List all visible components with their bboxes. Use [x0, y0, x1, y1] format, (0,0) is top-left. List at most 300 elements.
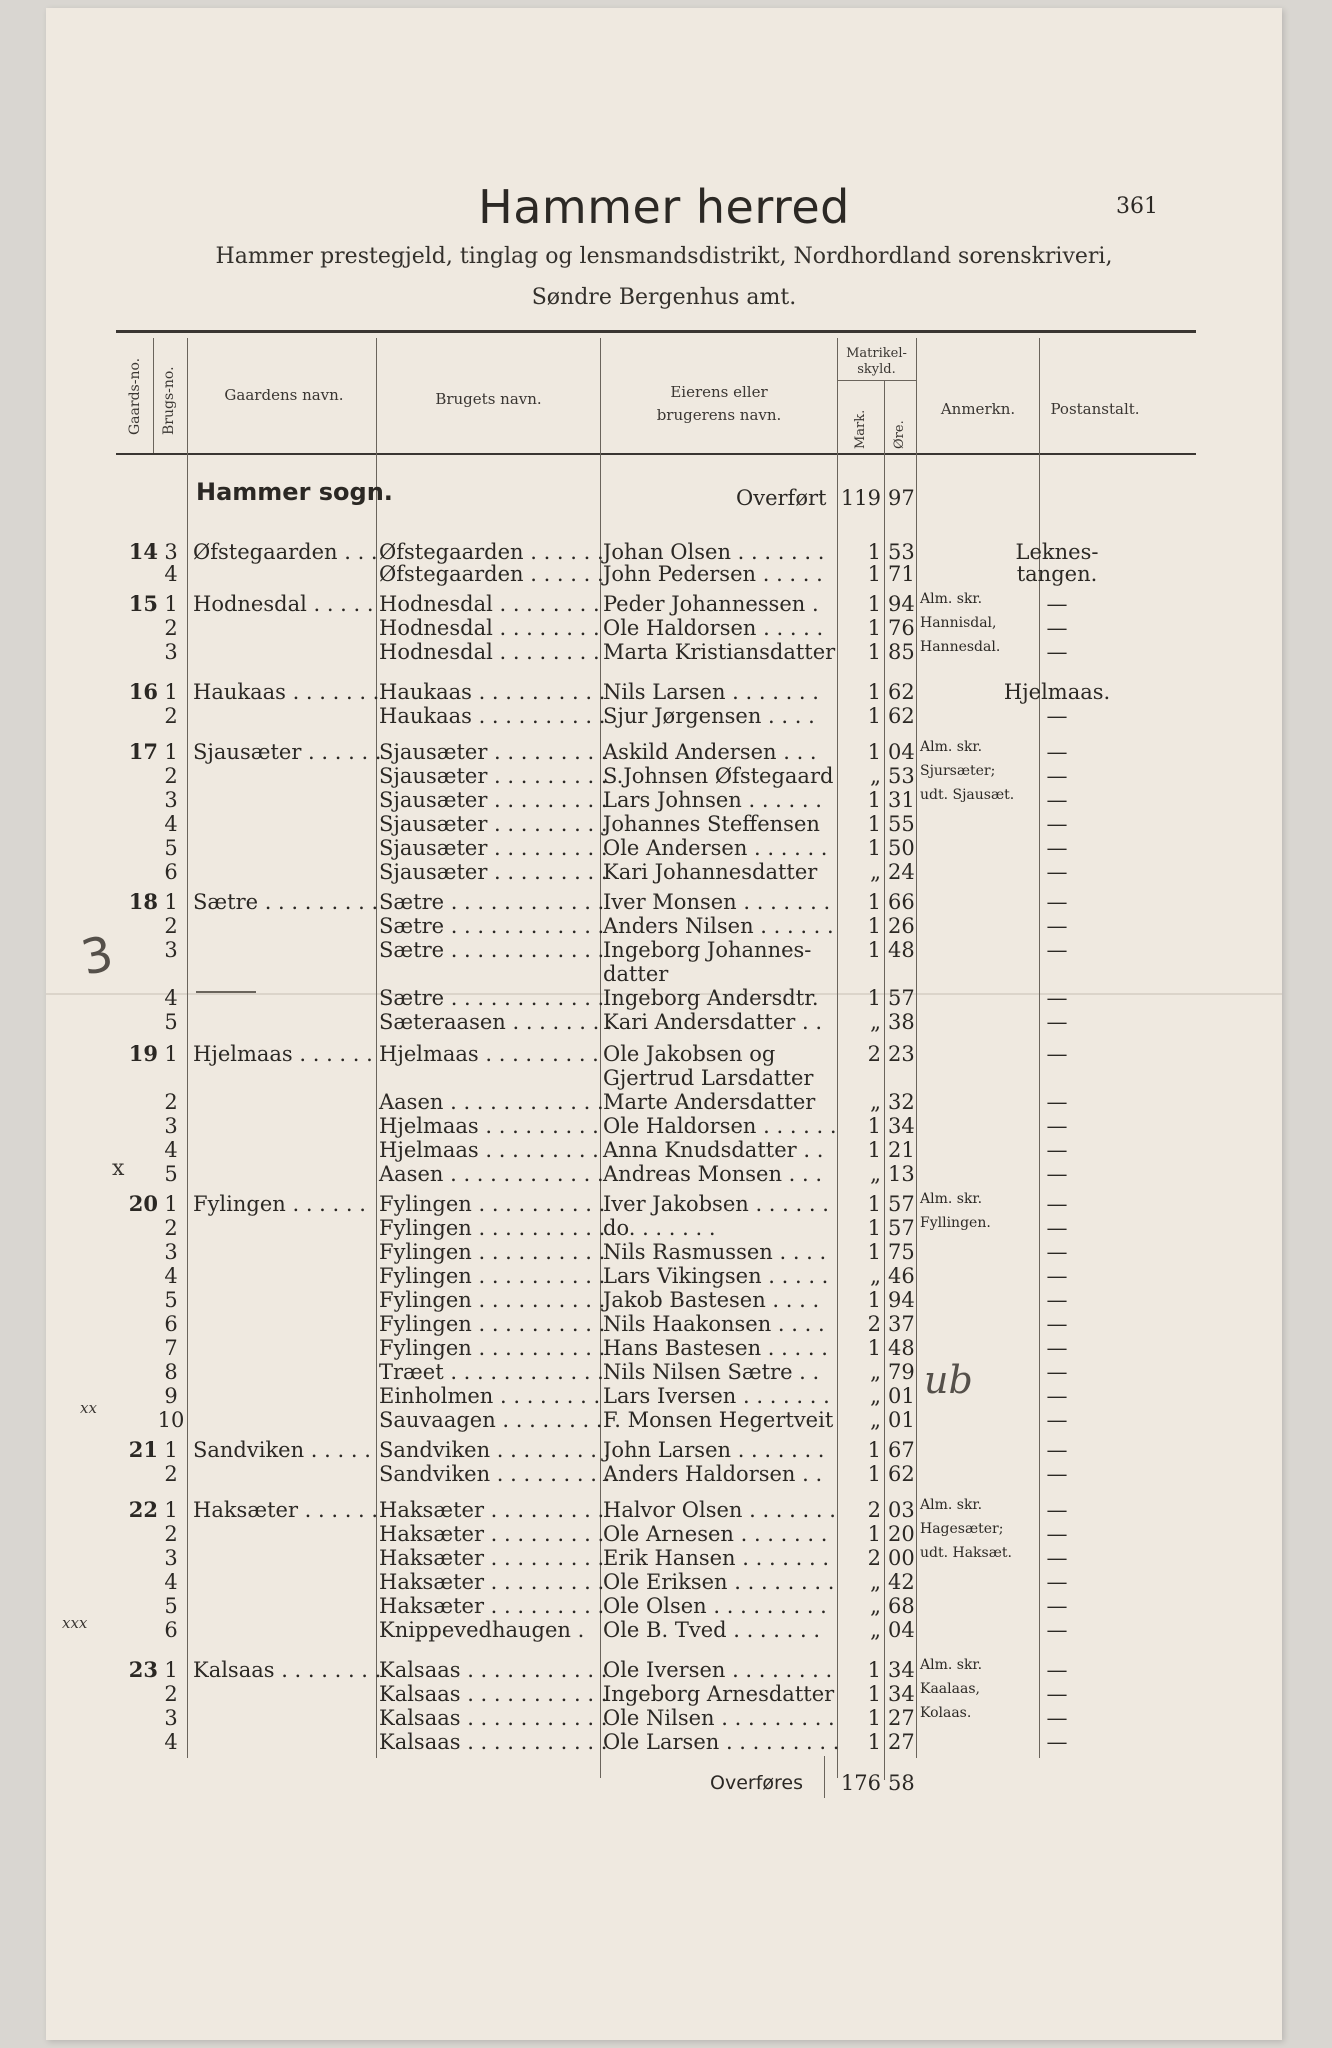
anmerkning: Hannisdal,: [920, 615, 997, 631]
mark-value: 1: [867, 562, 881, 586]
table-row: [46, 986, 1282, 1010]
owner-name: Lars Vikingsen . . . . .: [603, 1264, 829, 1288]
brugets-navn: Sjausæter . . . . . . . . .: [379, 860, 608, 884]
postanstalt: —: [1046, 1522, 1068, 1546]
owner-name: Anna Knudsdatter . .: [603, 1138, 824, 1162]
anmerkning: Alm. skr.: [920, 1497, 983, 1513]
mark-value: 1: [867, 890, 881, 914]
gaards-no: 17: [128, 739, 158, 764]
brugets-navn: Sætre . . . . . . . . . . . .: [379, 890, 605, 914]
gaardens-navn: Hjelmaas . . . . . .: [193, 1042, 373, 1066]
gaards-no: 14: [128, 539, 158, 564]
gaards-no: 18: [128, 889, 158, 914]
mark-value: 1: [867, 540, 881, 564]
postanstalt: —: [1046, 1546, 1068, 1570]
owner-name: Nils Larsen . . . . . . .: [603, 680, 819, 704]
postanstalt: —: [1046, 1264, 1068, 1288]
brugets-navn: Sjausæter . . . . . . . . .: [379, 788, 608, 812]
table-row: [46, 1162, 1282, 1186]
owner-name: Lars Iversen . . . . . . .: [603, 1384, 830, 1408]
brugets-navn: Sjausæter . . . . . . . . .: [379, 764, 608, 788]
mark-value: 1: [867, 914, 881, 938]
anmerkning: Kolaas.: [920, 1705, 972, 1721]
brugets-navn: Haukaas . . . . . . . . . .: [379, 680, 606, 704]
header-postanstalt: Postanstalt.: [1050, 400, 1140, 418]
brugs-no: 1: [164, 1658, 178, 1682]
owner-name: do. . . . . . .: [603, 1216, 716, 1240]
mark-value: 1: [867, 836, 881, 860]
postanstalt: —: [1046, 1042, 1068, 1066]
gaards-no: 21: [128, 1437, 158, 1462]
brugets-navn: Sætre . . . . . . . . . . . .: [379, 986, 605, 1010]
owner-name: Jakob Bastesen . . . .: [603, 1288, 820, 1312]
table-row: [46, 1336, 1282, 1360]
mark-value: 1: [867, 1240, 881, 1264]
gaards-no: 23: [128, 1657, 158, 1682]
postanstalt: —: [1046, 1498, 1068, 1522]
table-row: [46, 1706, 1282, 1730]
brugs-no: 2: [164, 1462, 178, 1486]
brugets-navn: Haksæter . . . . . . . . .: [379, 1498, 605, 1522]
table-row: [46, 836, 1282, 860]
brugs-no: 3: [164, 540, 178, 564]
brugs-no: 6: [164, 1618, 178, 1642]
overfort-mark: 119: [840, 486, 881, 510]
postanstalt: —: [1046, 1192, 1068, 1216]
ore-value: 76: [888, 616, 915, 640]
brugs-no: 4: [164, 1730, 178, 1754]
mark-value: 2: [867, 1546, 881, 1570]
brugs-no: 5: [164, 1162, 178, 1186]
postanstalt: —: [1046, 1462, 1068, 1486]
table-row: [46, 592, 1282, 616]
table-row: [46, 1498, 1282, 1522]
ore-value: 24: [888, 860, 915, 884]
header-eierens-2: brugerens navn.: [656, 406, 782, 424]
postanstalt: —: [1046, 592, 1068, 616]
brugets-navn: Fylingen . . . . . . . . . .: [379, 1240, 606, 1264]
table-row: [46, 812, 1282, 836]
ore-value: 42: [888, 1570, 915, 1594]
mark-value: „: [870, 1090, 881, 1114]
postanstalt: Leknes-: [1015, 540, 1099, 564]
overfort-ore: 97: [888, 486, 915, 510]
owner-name: Nils Rasmussen . . . .: [603, 1240, 827, 1264]
table-row: [46, 1408, 1282, 1432]
postanstalt: —: [1046, 890, 1068, 914]
ore-value: 62: [888, 704, 915, 728]
table-row: [46, 1114, 1282, 1138]
postanstalt: —: [1046, 1090, 1068, 1114]
brugs-no: 1: [164, 680, 178, 704]
postanstalt: —: [1046, 764, 1068, 788]
brugets-navn: Haksæter . . . . . . . . .: [379, 1594, 605, 1618]
header-eierens-1: Eierens eller: [670, 383, 768, 401]
mark-value: 1: [867, 1438, 881, 1462]
mark-value: 1: [867, 616, 881, 640]
ore-value: 34: [888, 1682, 915, 1706]
header-brugets-navn: Brugets navn.: [435, 390, 542, 408]
brugs-no: 1: [164, 1498, 178, 1522]
header-bottom-rule: [116, 453, 1196, 455]
owner-name: Ingeborg Johannes-: [603, 938, 812, 962]
brugs-no: 4: [164, 1570, 178, 1594]
postanstalt: —: [1046, 1438, 1068, 1462]
mark-value: 1: [867, 680, 881, 704]
brugs-no: 5: [164, 1594, 178, 1618]
owner-name: Askild Andersen . . .: [603, 740, 817, 764]
anmerkning: Fyllingen.: [920, 1215, 991, 1231]
ore-value: 94: [888, 592, 915, 616]
ore-value: 38: [888, 1010, 915, 1034]
ore-value: 00: [888, 1546, 915, 1570]
brugets-navn: Sjausæter . . . . . . . . .: [379, 812, 608, 836]
ore-value: 31: [888, 788, 915, 812]
mark-value: 1: [867, 704, 881, 728]
brugs-no: 2: [164, 764, 178, 788]
brugets-navn: Hodnesdal . . . . . . . .: [379, 616, 600, 640]
gaardens-navn: Sætre . . . . . . . . .: [193, 890, 379, 914]
document-page: [46, 8, 1282, 2040]
brugets-navn: Hodnesdal . . . . . . . .: [379, 592, 600, 616]
ore-value: 75: [888, 1240, 915, 1264]
owner-name: Ole Arnesen . . . . . . .: [603, 1522, 828, 1546]
mark-value: 1: [867, 1462, 881, 1486]
postanstalt: —: [1046, 986, 1068, 1010]
handwritten-note: ub: [924, 1358, 973, 1402]
postanstalt: —: [1046, 1618, 1068, 1642]
table-row: [46, 562, 1282, 586]
brugets-navn: Hjelmaas . . . . . . . . .: [379, 1138, 599, 1162]
brugs-no: 2: [164, 1216, 178, 1240]
brugets-navn: Hodnesdal . . . . . . . .: [379, 640, 600, 664]
table-row: [46, 740, 1282, 764]
owner-name: Marte Andersdatter: [603, 1090, 816, 1114]
table-row: [46, 1312, 1282, 1336]
anmerkning: udt. Sjausæt.: [920, 787, 1015, 803]
brugets-navn: Sauvaagen . . . . . . . .: [379, 1408, 603, 1432]
owner-name: Nils Nilsen Sætre . .: [603, 1360, 820, 1384]
margin-x: x: [112, 1156, 125, 1181]
header-gaardens-navn: Gaardens navn.: [224, 386, 344, 404]
postanstalt: —: [1046, 616, 1068, 640]
table-row: [46, 962, 1282, 986]
brugets-navn: Kalsaas . . . . . . . . . . .: [379, 1730, 608, 1754]
mark-value: 1: [867, 1682, 881, 1706]
brugs-no: 2: [164, 1522, 178, 1546]
mark-value: „: [870, 764, 881, 788]
table-row: [46, 540, 1282, 564]
table-row: [46, 938, 1282, 962]
mark-value: „: [870, 1264, 881, 1288]
overfores-mark: 176: [840, 1771, 881, 1795]
mark-value: 1: [867, 1216, 881, 1240]
owner-name: Ole Iversen . . . . . . . .: [603, 1658, 833, 1682]
gaards-no: 22: [128, 1497, 158, 1522]
owner-name: Hans Bastesen . . . . .: [603, 1336, 828, 1360]
mark-value: 2: [867, 1042, 881, 1066]
table-row: [46, 1384, 1282, 1408]
brugets-navn: Fylingen . . . . . . . . . .: [379, 1312, 606, 1336]
brugets-navn: Sætre . . . . . . . . . . . .: [379, 938, 605, 962]
ore-value: 03: [888, 1498, 915, 1522]
gaards-no: 15: [128, 591, 158, 616]
brugets-navn: Haukaas . . . . . . . . . .: [379, 704, 606, 728]
brugs-no: 1: [164, 1192, 178, 1216]
anmerkning: Alm. skr.: [920, 1191, 983, 1207]
header-brugs-no: Brugs-no.: [161, 366, 177, 435]
brugets-navn: Haksæter . . . . . . . . .: [379, 1522, 605, 1546]
overfores-ore: 58: [888, 1771, 915, 1795]
mark-value: 1: [867, 592, 881, 616]
brugs-no: 1: [164, 1438, 178, 1462]
mark-value: 1: [867, 1192, 881, 1216]
header-gaards-no: Gaards-no.: [127, 357, 143, 435]
brugets-navn: Sandviken . . . . . . . . .: [379, 1462, 611, 1486]
owner-name: Johan Olsen . . . . . . .: [603, 540, 825, 564]
brugets-navn: Einholmen . . . . . . . .: [379, 1384, 601, 1408]
owner-name: Lars Johnsen . . . . . .: [603, 788, 822, 812]
owner-name: John Larsen . . . . . . .: [603, 1438, 825, 1462]
ore-value: 34: [888, 1114, 915, 1138]
brugs-no: 2: [164, 616, 178, 640]
postanstalt: —: [1046, 1658, 1068, 1682]
owner-name: Iver Jakobsen . . . . . .: [603, 1192, 829, 1216]
brugets-navn: Fylingen . . . . . . . . . .: [379, 1264, 606, 1288]
brugs-no: 1: [164, 1042, 178, 1066]
owner-name: Halvor Olsen . . . . . . .: [603, 1498, 836, 1522]
header-matrikel-1: Matrikel-: [846, 346, 907, 361]
brugets-navn: Fylingen . . . . . . . . . .: [379, 1216, 606, 1240]
postanstalt: Hjelmaas.: [1003, 680, 1111, 704]
gaards-no: 19: [128, 1041, 158, 1066]
postanstalt: —: [1046, 1114, 1068, 1138]
margin-xx: xx: [80, 1399, 97, 1417]
owner-name: Ole Haldorsen . . . . . .: [603, 1114, 837, 1138]
mark-value: 1: [867, 812, 881, 836]
ore-value: 34: [888, 1658, 915, 1682]
anmerkning: Sjursæter;: [920, 763, 996, 779]
table-row: [46, 1288, 1282, 1312]
brugs-no: 1: [164, 890, 178, 914]
mark-value: „: [870, 1594, 881, 1618]
mark-value: 1: [867, 1706, 881, 1730]
brugets-navn: Sjausæter . . . . . . . . .: [379, 740, 608, 764]
table-row: [46, 1522, 1282, 1546]
table-row: [46, 1066, 1282, 1090]
owner-name: Anders Nilsen . . . . . .: [603, 914, 834, 938]
header-ore: Øre.: [892, 420, 907, 449]
mark-value: 1: [867, 788, 881, 812]
overfort-label: Overført: [736, 486, 827, 510]
brugs-no: 5: [164, 1010, 178, 1034]
brugs-no: 6: [164, 1312, 178, 1336]
ore-value: 66: [888, 890, 915, 914]
ore-value: 57: [888, 1192, 915, 1216]
mark-value: „: [870, 1360, 881, 1384]
gaardens-navn: Kalsaas . . . . . . . .: [193, 1658, 382, 1682]
col-line: [153, 338, 154, 453]
ore-value: 57: [888, 986, 915, 1010]
brugets-navn: Kalsaas . . . . . . . . . . .: [379, 1658, 608, 1682]
ore-value: 53: [888, 764, 915, 788]
table-row: [46, 1682, 1282, 1706]
table-row: [46, 704, 1282, 728]
mark-value: „: [870, 1384, 881, 1408]
ore-value: 20: [888, 1522, 915, 1546]
brugs-no: 2: [164, 704, 178, 728]
ore-value: 13: [888, 1162, 915, 1186]
postanstalt: —: [1046, 1408, 1068, 1432]
gaardens-navn: Fylingen . . . . . .: [193, 1192, 366, 1216]
ore-value: 01: [888, 1408, 915, 1432]
owner-name: Ole Andersen . . . . . .: [603, 836, 828, 860]
postanstalt: —: [1046, 860, 1068, 884]
table-row: [46, 1010, 1282, 1034]
brugets-navn: Øfstegaarden . . . . . .: [379, 540, 604, 564]
table-row: [46, 1546, 1282, 1570]
table-row: [46, 764, 1282, 788]
mark-value: 1: [867, 1730, 881, 1754]
table-row: [46, 788, 1282, 812]
owner-name: Ole Nilsen . . . . . . . . .: [603, 1706, 835, 1730]
brugs-no: 3: [164, 1706, 178, 1730]
ore-value: 26: [888, 914, 915, 938]
anmerkning: udt. Haksæt.: [920, 1545, 1012, 1561]
owner-name: S.Johnsen Øfstegaard: [603, 764, 834, 788]
table-row: [46, 1264, 1282, 1288]
owner-name: Sjur Jørgensen . . . .: [603, 704, 815, 728]
brugs-no: 9: [164, 1384, 178, 1408]
ore-value: 50: [888, 836, 915, 860]
brugs-no: 3: [164, 1114, 178, 1138]
ore-value: 94: [888, 1288, 915, 1312]
postanstalt: —: [1046, 1570, 1068, 1594]
ore-value: 48: [888, 1336, 915, 1360]
table-row: [46, 890, 1282, 914]
brugets-navn: Sæteraasen . . . . . . . .: [379, 1010, 613, 1034]
ore-value: 67: [888, 1438, 915, 1462]
postanstalt: —: [1046, 1010, 1068, 1034]
owner-name: Kari Johannesdatter: [603, 860, 818, 884]
owner-name: Andreas Monsen . . .: [603, 1162, 823, 1186]
mark-value: „: [870, 860, 881, 884]
gaards-no: 20: [128, 1191, 158, 1216]
brugs-no: 8: [164, 1360, 178, 1384]
postanstalt: —: [1046, 1216, 1068, 1240]
owner-name: Iver Monsen . . . . . . .: [603, 890, 831, 914]
table-row: [46, 1216, 1282, 1240]
table-row: [46, 1192, 1282, 1216]
postanstalt: —: [1046, 836, 1068, 860]
brugs-no: 4: [164, 812, 178, 836]
header-anmerkn: Anmerkn.: [940, 400, 1016, 418]
mark-value: „: [870, 1570, 881, 1594]
header-matrikel-2: skyld.: [857, 362, 896, 377]
ore-value: 27: [888, 1706, 915, 1730]
postanstalt: —: [1046, 1594, 1068, 1618]
owner-name: F. Monsen Hegertveit: [603, 1408, 834, 1432]
postanstalt: —: [1046, 1706, 1068, 1730]
postanstalt: —: [1046, 788, 1068, 812]
postanstalt: —: [1046, 640, 1068, 664]
postanstalt: tangen.: [1016, 562, 1098, 586]
ore-value: 32: [888, 1090, 915, 1114]
postanstalt: —: [1046, 1312, 1068, 1336]
ore-value: 62: [888, 680, 915, 704]
table-row: [46, 680, 1282, 704]
page-title: Hammer herred: [478, 180, 850, 234]
anmerkning: Hannesdal.: [920, 639, 1001, 655]
gaards-no: 16: [128, 679, 158, 704]
gaardens-navn: Øfstegaarden . . .: [193, 540, 378, 564]
mark-value: 1: [867, 640, 881, 664]
gaardens-navn: Haksæter . . . . . .: [193, 1498, 379, 1522]
mark-value: „: [870, 1618, 881, 1642]
table-row: [46, 1730, 1282, 1754]
matrikel-rule: [837, 380, 916, 381]
brugs-no: 3: [164, 938, 178, 962]
brugs-no: 3: [164, 640, 178, 664]
brugets-navn: Kalsaas . . . . . . . . . . .: [379, 1706, 608, 1730]
table-row: [46, 640, 1282, 664]
brugets-navn: Knippevedhaugen .: [379, 1618, 585, 1642]
mark-value: 1: [867, 1138, 881, 1162]
pencil-mark-3: 3: [76, 925, 119, 987]
ore-value: 62: [888, 1462, 915, 1486]
brugs-no: 6: [164, 860, 178, 884]
mark-value: „: [870, 1408, 881, 1432]
postanstalt: —: [1046, 1360, 1068, 1384]
brugs-no: 10: [157, 1408, 185, 1432]
table-row: [46, 1090, 1282, 1114]
ore-value: 68: [888, 1594, 915, 1618]
owner-name: Ole Olsen . . . . . . . . .: [603, 1594, 827, 1618]
ore-value: 21: [888, 1138, 915, 1162]
postanstalt: —: [1046, 1682, 1068, 1706]
table-row: [46, 1438, 1282, 1462]
page-subtitle-2: Søndre Bergenhus amt.: [531, 285, 797, 310]
postanstalt: —: [1046, 1336, 1068, 1360]
ore-value: 04: [888, 740, 915, 764]
postanstalt: —: [1046, 740, 1068, 764]
postanstalt: —: [1046, 1384, 1068, 1408]
anmerkning: Alm. skr.: [920, 1657, 983, 1673]
brugs-no: 5: [164, 836, 178, 860]
brugs-no: 3: [164, 1240, 178, 1264]
page-number: 361: [1116, 194, 1158, 219]
brugs-no: 2: [164, 914, 178, 938]
brugs-no: 4: [164, 1264, 178, 1288]
brugets-navn: Kalsaas . . . . . . . . . . .: [379, 1682, 608, 1706]
owner-name: datter: [603, 962, 669, 986]
owner-name: Ole Jakobsen og: [603, 1042, 776, 1066]
anmerkning: Hagesæter;: [920, 1521, 1004, 1537]
ore-value: 55: [888, 812, 915, 836]
brugs-no: 7: [164, 1336, 178, 1360]
brugets-navn: Fylingen . . . . . . . . . .: [379, 1336, 606, 1360]
postanstalt: —: [1046, 1730, 1068, 1754]
table-row: [46, 1570, 1282, 1594]
ore-value: 53: [888, 540, 915, 564]
brugets-navn: Aasen . . . . . . . . . . . .: [379, 1090, 604, 1114]
ore-value: 46: [888, 1264, 915, 1288]
owner-name: Kari Andersdatter . .: [603, 1010, 823, 1034]
owner-name: Ole B. Tved . . . . . . .: [603, 1618, 821, 1642]
brugs-no: 4: [164, 1138, 178, 1162]
table-row: [46, 1042, 1282, 1066]
ore-value: 57: [888, 1216, 915, 1240]
